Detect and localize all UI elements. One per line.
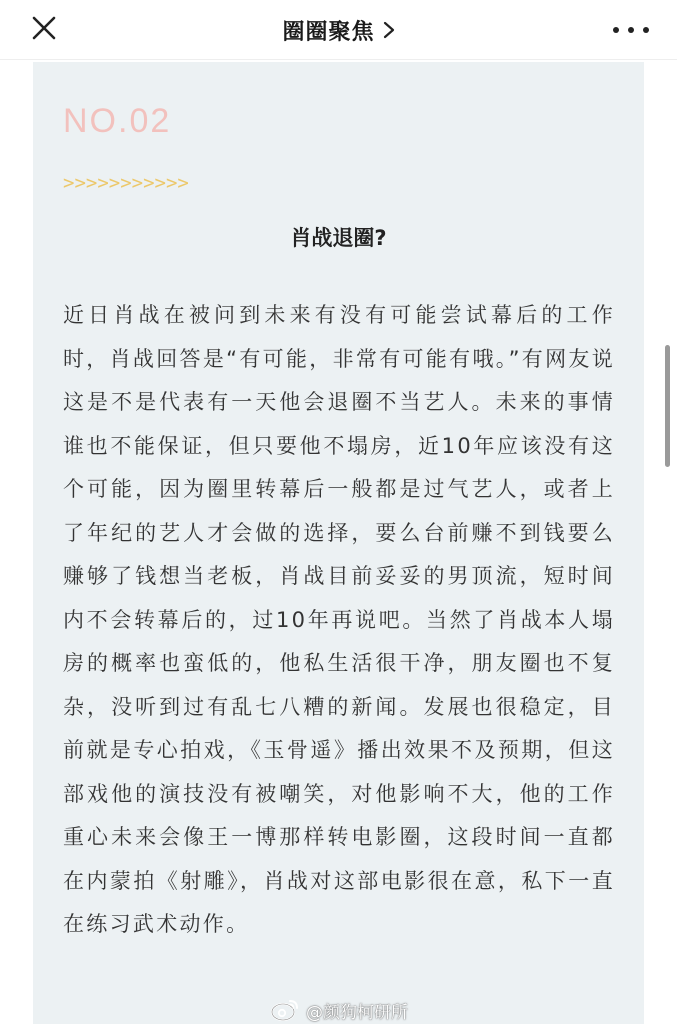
article-card: [33, 62, 644, 1024]
top-navigation-bar: [0, 0, 677, 60]
watermark-text: @颜狗柯研所: [306, 1002, 408, 1023]
weibo-logo-icon: [270, 998, 300, 1022]
article-title: 肖战退圈?: [290, 226, 387, 250]
more-horizontal-icon: [613, 27, 619, 33]
watermark: [270, 996, 408, 1024]
chevron-right-icon: [383, 21, 395, 39]
account-title: 圈圈聚焦: [282, 19, 375, 45]
article-body: 近日肖战在被问到未来有没有可能尝试幕后的工作时，肖战回答是“有可能，非常有可能有哦。”有网友说这是不是代表有一天他会退圈不当艺人。未来的事情谁也不能保证，但只要他不塌房，近10年应该没有这个可能，因为圈里转幕后一般都是过气艺人，或者上了年纪的艺人才会做的选择，要么台前赚不到钱要么赚够了钱想当老板，肖战目前妥妥的男顶流，短时间内不会转幕后的，过10年再说吧。当然了肖战本人塌房的概率也蛮低的，他私生活很干净，朋友圈也不复杂，没听到过有乱七八糟的新闻。发展也很稳定，目前就是专心拍戏，《玉骨遥》播出效果不及预期，但这部戏他的演技没有被嘲笑，对他影响不大，他的工作重心未来会像王一博那样转电影圈，这段时间一直都在内蒙拍《射雕》，肖战对这部电影很在意，私下一直在练习武术动作。: [63, 303, 615, 936]
more-horizontal-icon: [643, 27, 649, 33]
vertical-scrollbar[interactable]: [665, 345, 670, 467]
arrow-divider: >>>>>>>>>>>: [63, 172, 189, 194]
more-options-button[interactable]: [613, 18, 649, 42]
more-horizontal-icon: [628, 27, 634, 33]
account-title-link[interactable]: [0, 0, 677, 60]
section-number: NO.02: [63, 102, 172, 140]
